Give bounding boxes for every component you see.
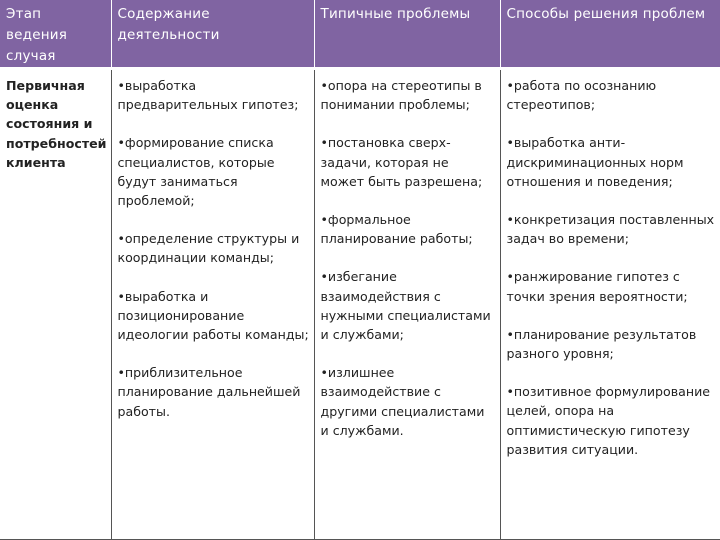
- content-item: •приблизительное планирование дальнейшей работы.: [117, 365, 301, 419]
- header-stage: Этап ведения случая: [0, 0, 111, 69]
- table-row: [0, 69, 720, 540]
- problem-item: •опора на стереотипы в понимании проблемы;: [320, 78, 482, 113]
- content-item: •формирование списка специалистов, которые будут заниматься проблемой;: [117, 135, 275, 209]
- solutions-cell: [500, 69, 720, 540]
- problem-item: •излишнее взаимодействие с другими специалистами и службами.: [320, 365, 485, 438]
- content-cell: [111, 69, 314, 540]
- solution-item: •планирование результатов разного уровня;: [506, 326, 697, 362]
- problem-item: •избегание взаимодействия с нужными специалистами и службами;: [320, 269, 491, 343]
- content-item: •определение структуры и координации команды;: [117, 231, 300, 266]
- content-item: •выработка и позиционирование идеологии работы команды;: [117, 288, 309, 343]
- header-content: Содержание деятельности: [111, 0, 314, 69]
- problem-item: •формальное планирование работы;: [320, 212, 473, 247]
- solution-item: •ранжирование гипотез с точки зрения вероятности;: [506, 269, 688, 304]
- solution-item: •выработка анти-дискриминационных норм отношения и поведения;: [506, 135, 684, 189]
- problems-cell: [314, 69, 500, 540]
- header-solutions: Способы решения проблем: [500, 0, 720, 69]
- solution-item: •позитивное формулирование целей, опора на оптимистическую гипотезу развития ситуации.: [506, 384, 711, 457]
- problem-item: •постановка сверх-задачи, которая не может быть разрешена;: [320, 135, 483, 189]
- header-problems: Типичные проблемы: [314, 0, 500, 69]
- solution-item: •конкретизация поставленных задач во времени;: [506, 212, 715, 247]
- solution-item: •работа по осознанию стереотипов;: [506, 78, 657, 113]
- content-item: •выработка предварительных гипотез;: [117, 78, 299, 113]
- table-header-row: [0, 0, 720, 69]
- stage-cell: Первичная оценка состояния и потребностей клиента: [0, 69, 111, 540]
